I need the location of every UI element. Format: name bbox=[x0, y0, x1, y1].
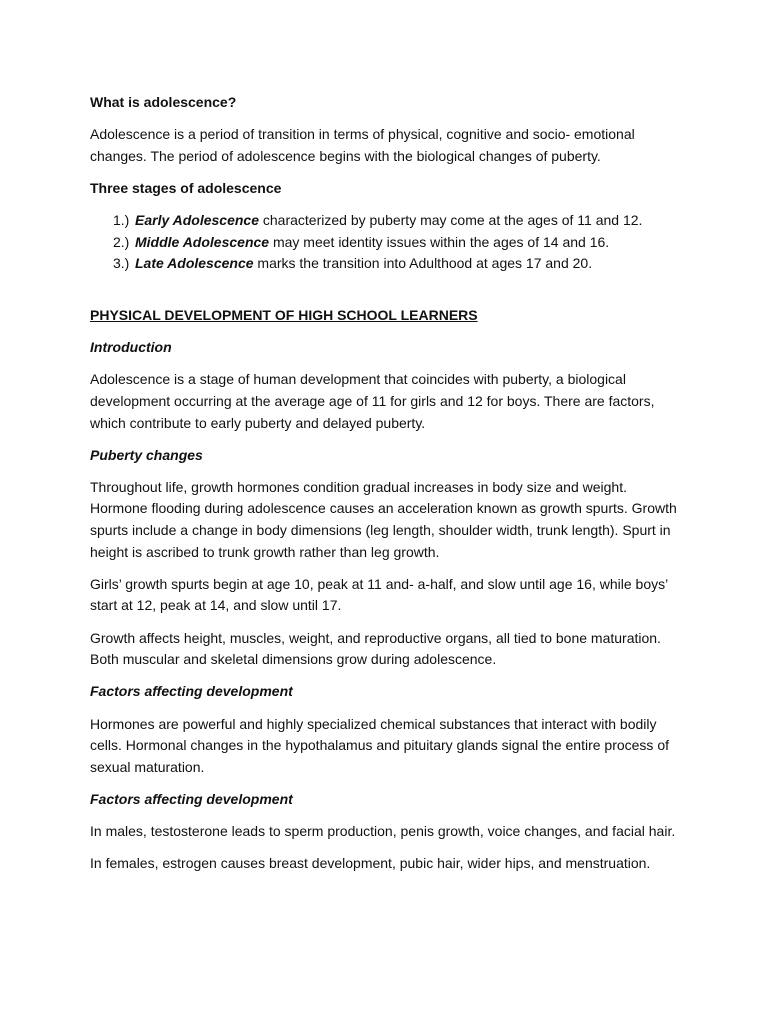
paragraph-females: In females, estrogen causes breast development, pubic hair, wider hips, and menstruation. bbox=[90, 855, 651, 872]
stage-description: may meet identity issues within the ages of 14 and 16. bbox=[269, 233, 610, 250]
list-item bbox=[113, 210, 680, 232]
stage-term: Middle Adolescence bbox=[135, 233, 270, 250]
stage-description: marks the transition into Adulthood at ages 17 and 20. bbox=[253, 255, 593, 272]
heading-three-stages: Three stages of adolescence bbox=[90, 179, 282, 196]
list-number: 3.) bbox=[113, 255, 130, 272]
heading-what-is-adolescence: What is adolescence? bbox=[90, 94, 237, 110]
paragraph-hormones: Hormones are powerful and highly specialized chemical substances that interact with bodily cells. Hormonal changes in the hypothalamus and pituitary glands signal the entire process of sexual maturation. bbox=[90, 715, 669, 775]
paragraph-growth-spurt-ages: Girls’ growth spurts begin at age 10, peak at 11 and- a-half, and slow until age 16, while boys’ start at 12, peak at 14, and slow until 17. bbox=[90, 575, 668, 614]
stages-list bbox=[90, 210, 680, 275]
paragraph-introduction: Adolescence is a stage of human development that coincides with puberty, a biological development occurring at the average age of 11 for girls and 12 for boys. There are factors, which contribute to early puberty and delayed puberty. bbox=[90, 371, 655, 431]
heading-factors-affecting-development-2: Factors affecting development bbox=[90, 790, 293, 807]
stage-term: Late Adolescence bbox=[135, 255, 254, 272]
list-number: 2.) bbox=[113, 233, 130, 250]
paragraph-males: In males, testosterone leads to sperm production, penis growth, voice changes, and facial hair. bbox=[90, 823, 676, 840]
stage-description: characterized by puberty may come at the ages of 11 and 12. bbox=[259, 212, 643, 229]
stage-term: Early Adolescence bbox=[135, 212, 259, 229]
heading-puberty-changes: Puberty changes bbox=[90, 446, 203, 463]
section-title: PHYSICAL DEVELOPMENT OF HIGH SCHOOL LEARNERS bbox=[90, 306, 478, 323]
list-item bbox=[113, 232, 680, 254]
paragraph-growth-effects: Growth affects height, muscles, weight, and reproductive organs, all tied to bone maturation. Both muscular and skeletal dimensions grow during adolescence. bbox=[90, 629, 661, 668]
heading-introduction: Introduction bbox=[90, 339, 172, 356]
paragraph-adolescence-definition: Adolescence is a period of transition in terms of physical, cognitive and socio- emotional changes. The period of adolescence begins with the biological changes of puberty. bbox=[90, 126, 635, 164]
list-item bbox=[113, 253, 680, 275]
heading-factors-affecting-development-1: Factors affecting development bbox=[90, 683, 293, 700]
list-number: 1.) bbox=[113, 212, 130, 229]
paragraph-growth-hormones: Throughout life, growth hormones condition gradual increases in body size and weight. Hormone flooding during adolescence causes an acceleration known as growth spurts. Growth spurts include a change in body dimensions (leg length, shoulder width, trunk length). Spurt in height is ascribed to trunk growth rather than leg growth. bbox=[90, 478, 677, 560]
